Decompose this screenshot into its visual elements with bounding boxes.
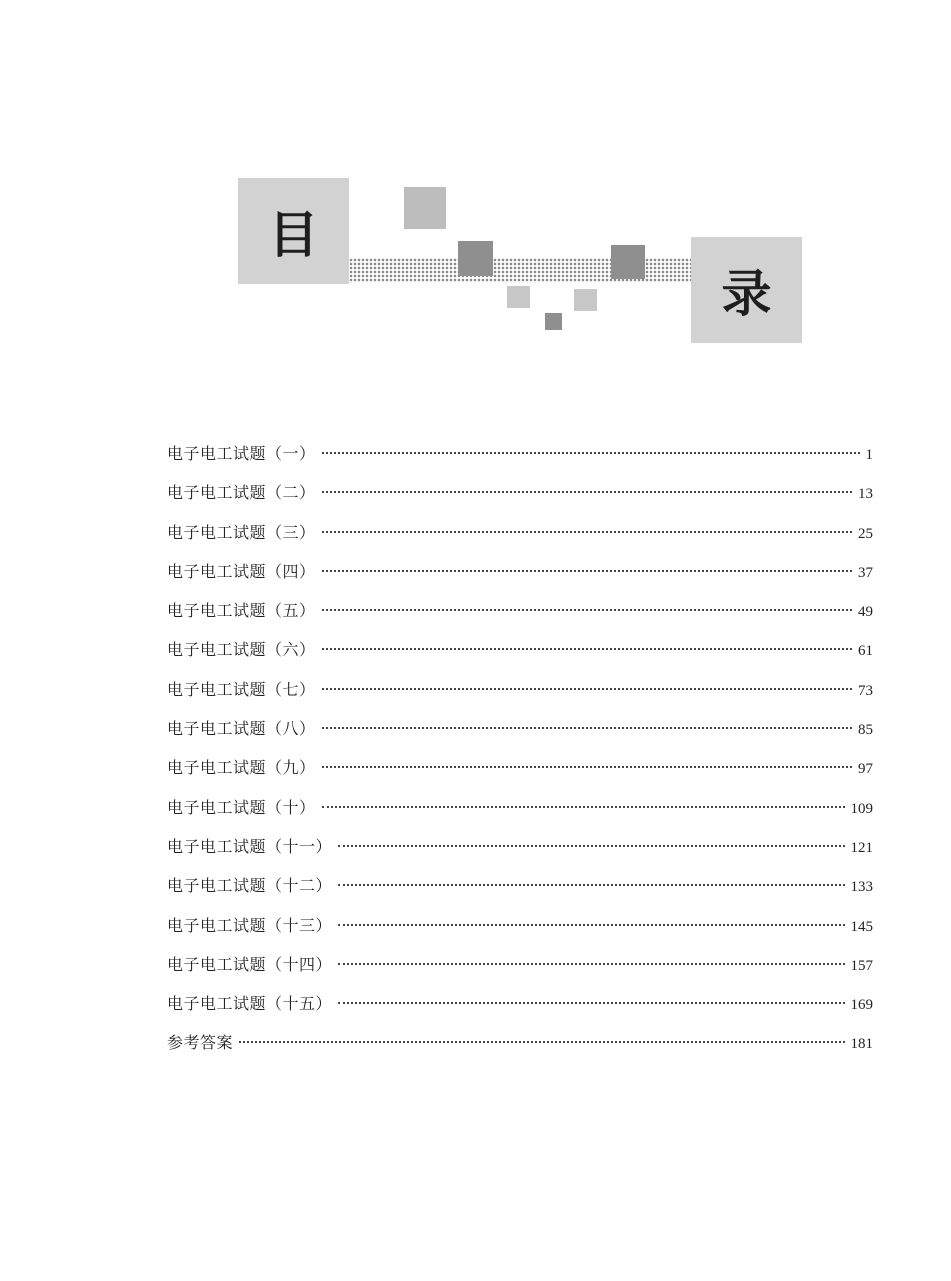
dot-leader <box>322 648 852 650</box>
toc-entry[interactable] <box>167 436 873 475</box>
heading-char-right: 录 <box>691 237 802 343</box>
dot-leader <box>322 531 852 533</box>
toc-entry[interactable] <box>167 593 873 632</box>
heading-char-left: 目 <box>238 178 349 284</box>
dot-leader <box>338 845 844 847</box>
toc-entry-page-number: 145 <box>850 918 873 935</box>
toc-entry[interactable] <box>167 554 873 593</box>
dot-leader <box>322 452 860 454</box>
toc-entry-title: 电子电工试题（二） <box>167 483 316 503</box>
toc-entry[interactable] <box>167 790 873 829</box>
toc-entry-page-number: 73 <box>858 682 873 699</box>
toc-entry[interactable] <box>167 947 873 986</box>
toc-entry-title: 电子电工试题（七） <box>167 679 316 699</box>
toc-entry-page-number: 157 <box>850 957 873 974</box>
dot-leader <box>239 1041 844 1043</box>
decor-square <box>404 187 446 229</box>
toc-entry-title: 电子电工试题（十） <box>167 797 316 817</box>
toc-entry[interactable] <box>167 986 873 1025</box>
toc-entry-page-number: 49 <box>858 604 873 621</box>
toc-entry-title: 电子电工试题（六） <box>167 640 316 660</box>
toc-entry-page-number: 97 <box>858 761 873 778</box>
toc-entry-page-number: 61 <box>858 643 873 660</box>
toc-entry-title: 电子电工试题（四） <box>167 561 316 581</box>
toc-entry-page-number: 109 <box>850 800 873 817</box>
toc-entry[interactable] <box>167 711 873 750</box>
toc-entry-page-number: 13 <box>858 486 873 503</box>
toc-entry[interactable] <box>167 515 873 554</box>
toc-entry-title: 电子电工试题（五） <box>167 601 316 621</box>
toc-entry[interactable] <box>167 829 873 868</box>
toc-entry-title: 电子电工试题（十五） <box>167 994 333 1014</box>
dot-leader <box>322 688 852 690</box>
toc-entry-title: 参考答案 <box>167 1033 234 1053</box>
dot-leader <box>322 766 852 768</box>
toc-entry[interactable] <box>167 632 873 671</box>
dot-leader <box>338 924 844 926</box>
toc-entry-title: 电子电工试题（八） <box>167 719 316 739</box>
toc-entry-title: 电子电工试题（三） <box>167 522 316 542</box>
dot-leader <box>338 884 844 886</box>
dot-leader <box>322 491 852 493</box>
toc-entry[interactable] <box>167 1025 873 1064</box>
toc-entry-page-number: 133 <box>850 879 873 896</box>
dot-leader <box>338 1002 844 1004</box>
toc-entry-title: 电子电工试题（十三） <box>167 915 333 935</box>
decor-square <box>574 289 597 311</box>
toc-entry-page-number: 25 <box>858 525 873 542</box>
toc-entry-title: 电子电工试题（九） <box>167 758 316 778</box>
dot-leader <box>322 806 845 808</box>
dot-leader <box>322 609 852 611</box>
toc-entry[interactable] <box>167 868 873 907</box>
toc-entry[interactable] <box>167 475 873 514</box>
toc-entry[interactable] <box>167 750 873 789</box>
decor-square <box>458 241 493 276</box>
toc-entry-title: 电子电工试题（十一） <box>167 836 333 856</box>
decor-square <box>545 313 562 330</box>
dot-leader <box>322 570 852 572</box>
toc-entry-title: 电子电工试题（一） <box>167 444 316 463</box>
toc-entry-page-number: 1 <box>865 447 873 463</box>
decor-square <box>507 286 530 308</box>
toc-entry[interactable] <box>167 672 873 711</box>
toc-entry-title: 电子电工试题（十四） <box>167 954 333 974</box>
dot-leader <box>338 963 844 965</box>
toc-entry-page-number: 85 <box>858 722 873 739</box>
toc-entry-page-number: 169 <box>850 997 873 1014</box>
toc-entry-page-number: 181 <box>850 1036 873 1053</box>
toc-entry-page-number: 37 <box>858 564 873 581</box>
table-of-contents <box>167 436 873 1065</box>
toc-entry-title: 电子电工试题（十二） <box>167 876 333 896</box>
toc-entry[interactable] <box>167 908 873 947</box>
dot-leader <box>322 727 852 729</box>
toc-entry-page-number: 121 <box>850 839 873 856</box>
toc-heading-decoration <box>0 0 951 380</box>
decor-square <box>611 245 645 279</box>
